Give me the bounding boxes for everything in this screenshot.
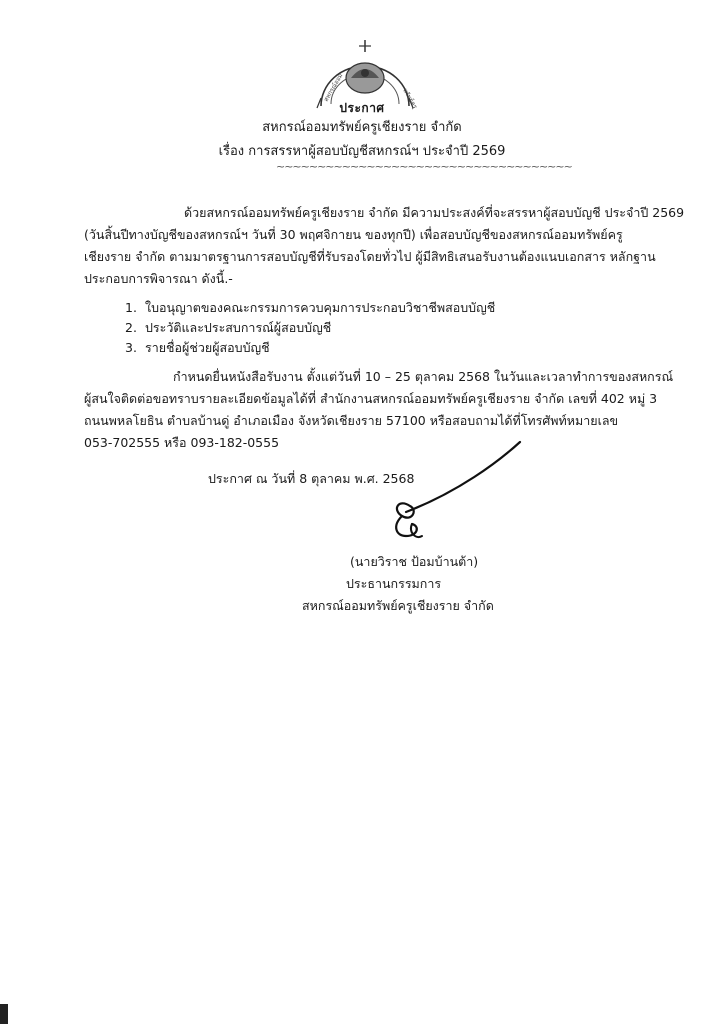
seal-ring-text-right: ทรัพย์ครู — [401, 87, 419, 110]
list-item — [125, 298, 495, 318]
signer-name: (นายวิราช ป้อมบ้านต้า) — [350, 554, 479, 569]
list-text: ใบอนุญาตของคณะกรรมการควบคุมการประกอบวิชาชีพสอบบัญชี — [145, 300, 496, 315]
signature-mark — [388, 440, 524, 550]
para2-line1: กำหนดยื่นหนังสือรับงาน ตั้งแต่วันที่ 10 – 25 ตุลาคม 2568 ในวันและเวลาทำการของสหกรณ์ — [173, 369, 674, 384]
header-separator: ~~~~~~~~~~~~~~~~~~~~~~~~~~~~~~~~~~~~ — [276, 160, 572, 173]
signer-organization: สหกรณ์ออมทรัพย์ครูเชียงราย จำกัด — [302, 598, 494, 613]
list-item — [125, 318, 331, 338]
para2-line4: 053-702555 หรือ 093-182-0555 — [84, 435, 280, 450]
signer-position: ประธานกรรมการ — [346, 576, 442, 591]
header-subject: เรื่อง การสรรหาผู้สอบบัญชีสหกรณ์ฯ ประจำปี 2569 — [218, 144, 506, 159]
scan-edge-mark — [0, 1004, 8, 1024]
list-text: รายชื่อผู้ช่วยผู้สอบบัญชี — [145, 340, 270, 355]
para1-line2: (วันสิ้นปีทางบัญชีของสหกรณ์ฯ วันที่ 30 พฤศจิกายน ของทุกปี) เพื่อสอบบัญชีของสหกรณ์ออมทรัพย์ครู — [84, 227, 623, 242]
seal-label: ประกาศ — [339, 101, 385, 115]
list-number: 3. — [125, 340, 137, 355]
list-number: 1. — [125, 300, 137, 315]
para2-line3: ถนนพหลโยธิน ตำบลบ้านดู่ อำเภอเมือง จังหวัดเชียงราย 57100 หรือสอบถามได้ที่โทรศัพท์หมายเลข — [84, 413, 619, 428]
list-number: 2. — [125, 320, 137, 335]
list-item — [125, 338, 270, 358]
header-organization: สหกรณ์ออมทรัพย์ครูเชียงราย จำกัด — [262, 120, 462, 135]
para2-line2: ผู้สนใจติดต่อขอทราบรายละเอียดข้อมูลได้ที่ สำนักงานสหกรณ์ออมทรัพย์ครูเชียงราย จำกัด เลขที่ 402 หมู่ 3 — [84, 391, 658, 406]
seal-ring-text-left: สหกรณ์ออม — [322, 72, 345, 103]
para1-line4: ประกอบการพิจารณา ดังนี้.- — [84, 271, 233, 286]
para1-line3: เชียงราย จำกัด ตามมาตรฐานการสอบบัญชีที่รับรองโดยทั่วไป ผู้มีสิทธิเสนอรับงานต้องแนบเอกสาร หลักฐาน — [84, 249, 656, 264]
list-text: ประวัติและประสบการณ์ผู้สอบบัญชี — [145, 320, 332, 335]
announcement-date: ประกาศ ณ วันที่ 8 ตุลาคม พ.ศ. 2568 — [208, 471, 415, 486]
para1-line1: ด้วยสหกรณ์ออมทรัพย์ครูเชียงราย จำกัด มีความประสงค์ที่จะสรรหาผู้สอบบัญชี ประจำปี 2569 — [184, 205, 685, 220]
